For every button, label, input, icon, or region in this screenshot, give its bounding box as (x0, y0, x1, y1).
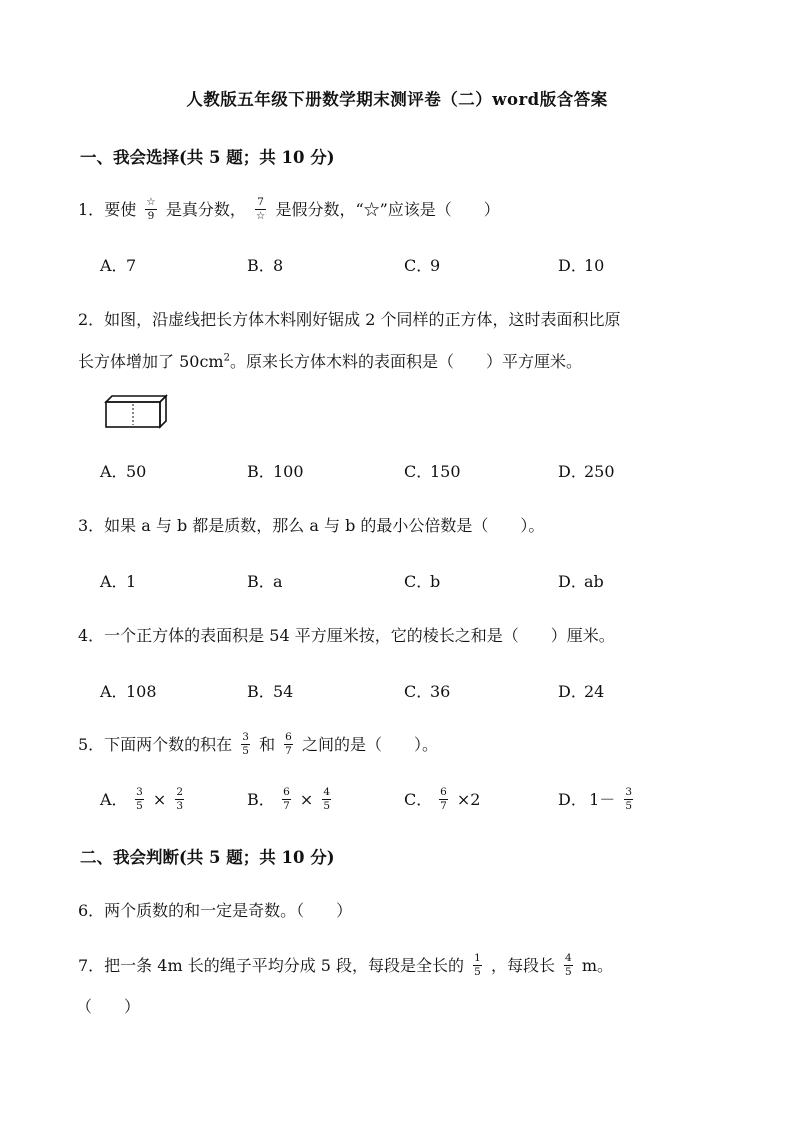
q5-f2-numerator: 6 (285, 731, 292, 743)
q1-fraction-2 (255, 197, 266, 222)
q4-options (100, 679, 720, 713)
q5d-fraction-1 (624, 787, 633, 812)
option-label: A． (100, 462, 128, 481)
operator: 1－ (589, 790, 616, 809)
q1-f1-numerator: ☆ (146, 196, 156, 208)
q1-f2-denominator: ☆ (255, 210, 266, 222)
q4-option-c[interactable] (404, 679, 450, 702)
q5-option-a[interactable] (100, 787, 188, 813)
question-3: 3．如果 a 与 b 都是质数，那么 a 与 b 的最小公倍数是（ ）。 (78, 516, 545, 535)
numerator: 3 (625, 786, 633, 798)
q7-text-3: m。 (581, 956, 614, 975)
cuboid-figure (104, 393, 168, 429)
q5-option-c[interactable] (404, 787, 480, 813)
option-label: C． (404, 572, 433, 591)
q5a-fraction-1 (135, 787, 144, 812)
option-text: 9 (430, 256, 441, 275)
q3-option-c[interactable] (404, 569, 440, 592)
q1-f2-numerator: 7 (257, 196, 264, 208)
option-text: 10 (584, 256, 605, 275)
option-text: 150 (430, 462, 461, 481)
option-label: D． (558, 256, 587, 275)
q1-option-a[interactable] (100, 253, 136, 276)
q7-f1-denominator: 5 (474, 966, 481, 978)
q7-f1-numerator: 1 (474, 952, 481, 964)
q5b-fraction-1 (282, 787, 291, 812)
q2-superscript: 2 (223, 352, 230, 364)
question-5 (78, 732, 438, 758)
q2-options (100, 459, 720, 493)
question-2-line-1: 2．如图，沿虚线把长方体木料刚好锯成 2 个同样的正方体，这时表面积比原 (78, 310, 621, 329)
operator: × (152, 790, 167, 809)
q2-option-a[interactable] (100, 459, 146, 482)
option-label: D． (558, 682, 587, 701)
option-text: 108 (126, 682, 157, 701)
option-label: A． (100, 572, 128, 591)
q1-fraction-1 (145, 197, 156, 222)
option-label: A． (100, 682, 128, 701)
q7-fraction-2 (564, 953, 573, 978)
denominator: 7 (283, 800, 290, 812)
q4-option-d[interactable] (558, 679, 604, 702)
question-4: 4．一个正方体的表面积是 54 平方厘米按，它的棱长之和是（ ）厘米。 (78, 626, 615, 645)
option-label: B． (247, 790, 275, 809)
q4-option-b[interactable] (247, 679, 293, 702)
numerator: 4 (323, 786, 331, 798)
q7-f2-denominator: 5 (565, 966, 572, 978)
option-text: ab (584, 572, 604, 591)
option-text: 100 (273, 462, 304, 481)
option-label: B． (247, 256, 275, 275)
option-text: 50 (126, 462, 147, 481)
option-label: C． (404, 790, 433, 809)
q2-text-a: 长方体增加了 50cm (78, 352, 224, 371)
q5-text-2: 和 (259, 735, 276, 754)
section-heading-choice: 一、我会选择(共 5 题；共 10 分) (80, 148, 335, 167)
question-1 (78, 197, 500, 223)
option-text: 250 (584, 462, 615, 481)
option-label: C． (404, 462, 433, 481)
q1-text-3: 是假分数，“☆”应该是（ ） (275, 200, 500, 219)
question-6: 6．两个质数的和一定是奇数。（ ） (78, 901, 353, 920)
q5c-fraction-1 (439, 787, 448, 812)
q5-options (100, 787, 720, 821)
q5a-fraction-2 (175, 787, 184, 812)
option-label: B． (247, 462, 275, 481)
q5-fraction-1 (241, 732, 250, 757)
denominator: 7 (440, 800, 447, 812)
q5b-fraction-2 (322, 787, 331, 812)
q4-option-a[interactable] (100, 679, 157, 702)
numerator: 2 (176, 786, 184, 798)
q5-f2-denominator: 7 (285, 745, 292, 757)
denominator: 5 (323, 800, 331, 812)
q1-text-2: 是真分数， (165, 200, 246, 219)
numerator: 6 (283, 786, 290, 798)
q1-number: 1． (78, 200, 105, 219)
option-text: 54 (273, 682, 294, 701)
option-label: D． (558, 790, 587, 809)
option-label: D． (558, 462, 587, 481)
option-text: 7 (126, 256, 137, 275)
q2-option-d[interactable] (558, 459, 615, 482)
q5-f1-numerator: 3 (242, 731, 249, 743)
operator: ×2 (456, 790, 481, 809)
q5-option-d[interactable] (558, 787, 637, 813)
q5-option-b[interactable] (247, 787, 335, 813)
q5-f1-denominator: 5 (242, 745, 249, 757)
q7-text-1: 7．把一条 4m 长的绳子平均分成 5 段，每段是全长的 (78, 956, 465, 975)
q2-option-c[interactable] (404, 459, 461, 482)
q5-fraction-2 (284, 732, 293, 757)
option-text: 1 (126, 572, 137, 591)
q7-text-2: ，每段长 (490, 956, 555, 975)
q1-option-c[interactable] (404, 253, 440, 276)
q1-text-1: 要使 (104, 200, 137, 219)
q1-option-d[interactable] (558, 253, 604, 276)
q5-text-1: 5．下面两个数的积在 (78, 735, 233, 754)
option-label: A． (100, 256, 128, 275)
denominator: 5 (625, 800, 633, 812)
option-label: A． (100, 790, 128, 809)
q7-f2-numerator: 4 (565, 952, 572, 964)
operator: × (299, 790, 314, 809)
numerator: 3 (136, 786, 143, 798)
denominator: 5 (136, 800, 143, 812)
question-2-line-2 (78, 349, 582, 372)
option-label: C． (404, 682, 433, 701)
q7-answer-blank[interactable]: （ ） (76, 997, 141, 1016)
section-heading-judge: 二、我会判断(共 5 题；共 10 分) (80, 848, 335, 867)
q5-text-3: 之间的是（ ）。 (301, 735, 438, 754)
q1-options (100, 253, 720, 287)
option-text: 8 (273, 256, 284, 275)
question-7 (78, 953, 613, 979)
q1-option-b[interactable] (247, 253, 283, 276)
q1-f1-denominator: 9 (147, 210, 155, 222)
q2-text-b: 。原来长方体木料的表面积是（ ）平方厘米。 (229, 352, 582, 371)
numerator: 6 (440, 786, 447, 798)
option-text: b (430, 572, 441, 591)
q3-options (100, 569, 720, 603)
q7-fraction-1 (473, 953, 482, 978)
q3-option-a[interactable] (100, 569, 136, 592)
q3-option-b[interactable] (247, 569, 283, 592)
option-label: D． (558, 572, 587, 591)
option-text: 36 (430, 682, 451, 701)
option-label: C． (404, 256, 433, 275)
option-label: B． (247, 682, 275, 701)
q3-option-d[interactable] (558, 569, 604, 592)
denominator: 3 (176, 800, 184, 812)
q2-option-b[interactable] (247, 459, 304, 482)
option-text: 24 (584, 682, 605, 701)
option-text: a (273, 572, 283, 591)
option-label: B． (247, 572, 275, 591)
document-title: 人教版五年级下册数学期末测评卷（二）word版含答案 (186, 90, 608, 109)
